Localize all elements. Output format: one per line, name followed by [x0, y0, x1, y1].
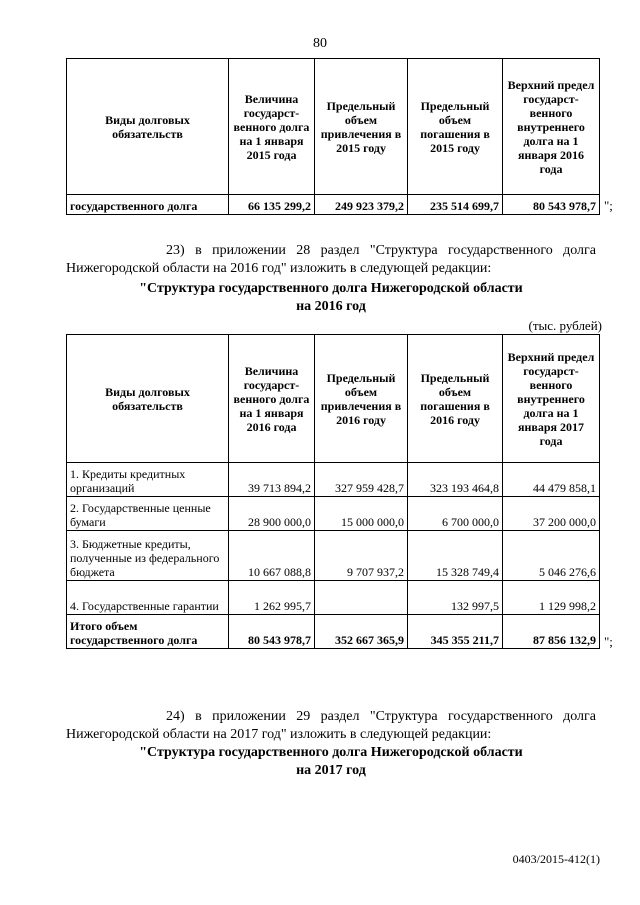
total-label: Итого объем государственного долга	[67, 615, 229, 649]
item-24-text: 24) в приложении 29 раздел "Структура государственного долга Нижегородской области на 2017 год" изложить в следующей редакции:	[66, 709, 596, 742]
item-23-text: 23) в приложении 28 раздел "Структура государственного долга Нижегородской области на 2016 год" изложить в следующей редакции:	[66, 243, 596, 276]
col-header-debt-type: Виды долговых обязательств	[67, 335, 229, 463]
row-label: 4. Государственные гарантии	[67, 581, 229, 615]
cell-value: 10 667 088,8	[229, 531, 315, 581]
table-row	[67, 463, 600, 497]
cell-value: 327 959 428,7	[315, 463, 408, 497]
cell-value: 39 713 894,2	[229, 463, 315, 497]
total-value: 345 355 211,7	[408, 615, 503, 649]
total-value: 352 667 365,9	[315, 615, 408, 649]
table-row	[67, 531, 600, 581]
row-label: 3. Бюджетные кредиты, полученные из федерального бюджета	[67, 531, 229, 581]
cell-value: 80 543 978,7	[503, 195, 600, 215]
cell-value: 9 707 937,2	[315, 531, 408, 581]
row-label: 2. Государственные ценные бумаги	[67, 497, 229, 531]
cell-value: 66 135 299,2	[229, 195, 315, 215]
page-number: 80	[313, 36, 327, 51]
col-header-upper-limit: Верхний предел государст-венного внутреннего долга на 1 января 2016 года	[503, 59, 600, 195]
col-header-repayment-limit: Предельный объем погашения в 2015 году	[408, 59, 503, 195]
cell-value: 28 900 000,0	[229, 497, 315, 531]
cell-value: 6 700 000,0	[408, 497, 503, 531]
section-heading-2017	[66, 744, 596, 780]
col-header-debt-start: Величина государст-венного долга на 1 января 2016 года	[229, 335, 315, 463]
cell-value: 15 000 000,0	[315, 497, 408, 531]
closing-quote: ";	[604, 198, 613, 213]
section-heading-2016	[66, 280, 596, 316]
heading-line: на 2017 год	[296, 763, 366, 778]
col-header-repayment-limit: Предельный объем погашения в 2016 году	[408, 335, 503, 463]
table-total-row	[67, 615, 600, 649]
cell-value: 1 262 995,7	[229, 581, 315, 615]
total-value: 87 856 132,9	[503, 615, 600, 649]
debt-table-2015	[66, 58, 600, 215]
table-row	[67, 195, 600, 215]
row-label: государственного долга	[67, 195, 229, 215]
col-header-debt-start: Величина государст-венного долга на 1 января 2015 года	[229, 59, 315, 195]
cell-value: 235 514 699,7	[408, 195, 503, 215]
cell-value: 15 328 749,4	[408, 531, 503, 581]
cell-value: 1 129 998,2	[503, 581, 600, 615]
col-header-borrowing-limit: Предельный объем привлечения в 2016 году	[315, 335, 408, 463]
cell-value: 323 193 464,8	[408, 463, 503, 497]
debt-table-2016	[66, 334, 600, 649]
col-header-borrowing-limit: Предельный объем привлечения в 2015 году	[315, 59, 408, 195]
table-row	[67, 497, 600, 531]
cell-value	[315, 581, 408, 615]
table-row	[67, 581, 600, 615]
heading-line: на 2016 год	[296, 299, 366, 314]
cell-value: 132 997,5	[408, 581, 503, 615]
table-header-row	[67, 59, 600, 195]
cell-value: 44 479 858,1	[503, 463, 600, 497]
heading-line: "Структура государственного долга Нижегородской области	[139, 281, 523, 296]
closing-quote: ";	[604, 634, 613, 649]
cell-value: 249 923 379,2	[315, 195, 408, 215]
table-header-row	[67, 335, 600, 463]
cell-value: 5 046 276,6	[503, 531, 600, 581]
col-header-upper-limit: Верхний предел государст-венного внутреннего долга на 1 января 2017 года	[503, 335, 600, 463]
document-code: 0403/2015-412(1)	[512, 852, 600, 866]
heading-line: "Структура государственного долга Нижегородской области	[139, 745, 523, 760]
total-value: 80 543 978,7	[229, 615, 315, 649]
row-label: 1. Кредиты кредитных организаций	[67, 463, 229, 497]
cell-value: 37 200 000,0	[503, 497, 600, 531]
col-header-debt-type: Виды долговых обязательств	[67, 59, 229, 195]
unit-label: (тыс. рублей)	[528, 318, 602, 333]
